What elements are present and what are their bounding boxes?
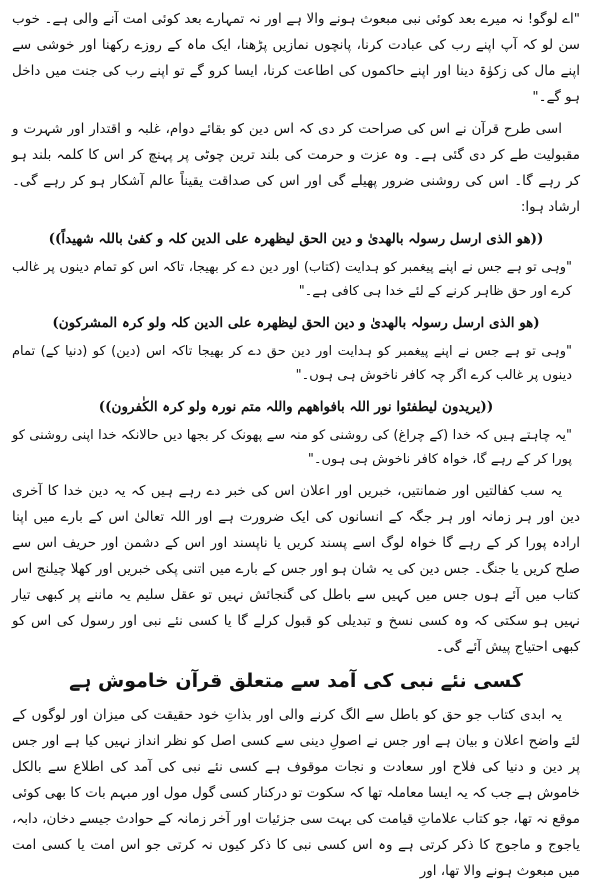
quran-verse-2: (ھو الذی ارسل رسولہ بالھدیٰ و دین الحق لیظھرہ علی الدین کلہ ولو کرہ المشرکون)	[52, 315, 540, 331]
document-page	[12, 6, 580, 879]
verse-1-translation: "وہی تو ہے جس نے اپنے پیغمبر کو ہدایت (کتاب) اور دین دے کر بھیجا، تاکہ اس کو تمام دینوں پر غالب کرے اور حق ظاہر کرنے کے لئے خدا ہی کافی ہے۔"	[12, 260, 572, 299]
hadith-paragraph: "اے لوگو! نہ میرے بعد کوئی نبی مبعوث ہونے والا ہے اور نہ تمہارے بعد کوئی امت آنے والی ہے۔ خوب سن لو کہ آپ اپنے رب کی عبادت کرنا، پانچوں نمازیں پڑھنا، ایک ماہ کے روزے رکھنا اور خوشی سے اپنے مال کی زکوٰۃ دینا اور اپنے حاکموں کی اطاعت کرنا، ایسا کرو گے تو اپنے رب کی جنت میں داخل ہو گے۔"	[12, 11, 580, 105]
quran-verse-1: ((ھو الذی ارسل رسولہ بالھدیٰ و دین الحق لیظھرہ علی الدین کلہ و کفیٰ باللہ شھیداً))	[48, 231, 544, 247]
section-heading: کسی نئے نبی کی آمد سے متعلق قرآن خاموش ہے	[69, 670, 523, 692]
verse-2-translation: "وہی تو ہے جس نے اپنے پیغمبر کو ہدایت اور دین حق دے کر بھیجا تاکہ اس (دین) کو (دنیا کے) تمام دینوں پر غالب کرے اگر چہ کافر ناخوش ہی ہوں۔"	[12, 344, 572, 383]
guarantees-paragraph: یہ سب کفالتیں اور ضمانتیں، خبریں اور اعلان اس کی خبر دے رہے ہیں کہ یہ دین خدا کا آخری دین اور ہر زمانہ اور ہر جگہ کے انسانوں کی ایک ضرورت ہے اور اللہ تعالیٰ اس کے بارے میں اپنا ارادہ پورا کر کے رہے گا خواہ لوگ اسے پسند کریں یا ناپسند اور اس کے دشمن اور حریف اس سے صلح کریں یا جنگ۔ جس دین کی یہ شان ہو اور جس کے بارے میں اتنی پکی خبریں اور کھلا چیلنج اس کتاب میں آئے ہوں جس میں کہیں سے باطل کی گنجائش نہیں تو عقل سلیم یہ ماننے پر کبھی تیار نہیں ہو سکتی کہ وہ کسی نسخ و تبدیلی کو قبول کرلے گا یا کسی نئے نبی اور رسول کی اس کو کبھی احتیاج پیش آئے گی۔	[12, 483, 580, 655]
eternal-book-paragraph: یہ ابدی کتاب جو حق کو باطل سے الگ کرنے والی اور بذاتِ خود حقیقت کی میزان اور لوگوں کے لئے واضح اعلان و بیان ہے اور جس نے اصولِ دینی سے کسی اصل کو نظر انداز نہیں کیا ہے اور جس پر دین و دنیا کی فلاح اور سعادت و نجات موقوف ہے کسی نئے نبی کی آمد کی اطلاع سے بالکل خاموش ہے جب کہ یہ ایسا معاملہ تھا کہ سکوت تو درکنار کسی گول مول اور مبہم بات کا بھی کوئی موقع نہ تھا، جو کتاب علاماتِ قیامت کی بہت سی جزئیات اور آخر زمانہ کے حوادث جیسے دخان، دابہ، یاجوج و ماجوج کا ذکر کرتی ہے وہ اس کسی نبی کا ذکر کیوں نہ کرتی جو اس امت یا کسی امت میں مبعوث ہونے والا تھا، اور	[12, 707, 580, 879]
quran-assurance-paragraph: اسی طرح قرآن نے اس کی صراحت کر دی کہ اس دین کو بقائے دوام، غلبہ و اقتدار اور شہرت و مقبولیت طے کر دی گئی ہے۔ وہ عزت و حرمت کی بلند ترین چوٹی پر پہنچ کر اس کا کلمہ بلند ہو کر رہے گا۔ اس کی روشنی ضرور پھیلے گی اور اس کی صداقت یقیناً عالم آشکار ہو کر رہے گی۔ ارشاد ہوا:	[12, 121, 580, 215]
verse-3-translation: "یہ چاہتے ہیں کہ خدا (کے چراغ) کی روشنی کو منہ سے پھونک کر بجھا دیں حالانکہ خدا اپنی روشنی کو پورا کر کے رہے گا، خواہ کافر ناخوش ہی ہوں۔"	[12, 428, 572, 467]
quran-verse-3: ((یریدون لیطفئوا نور اللہ بافواھھم واللہ متم نورہ ولو کرہ الکٰفرون))	[98, 399, 494, 415]
